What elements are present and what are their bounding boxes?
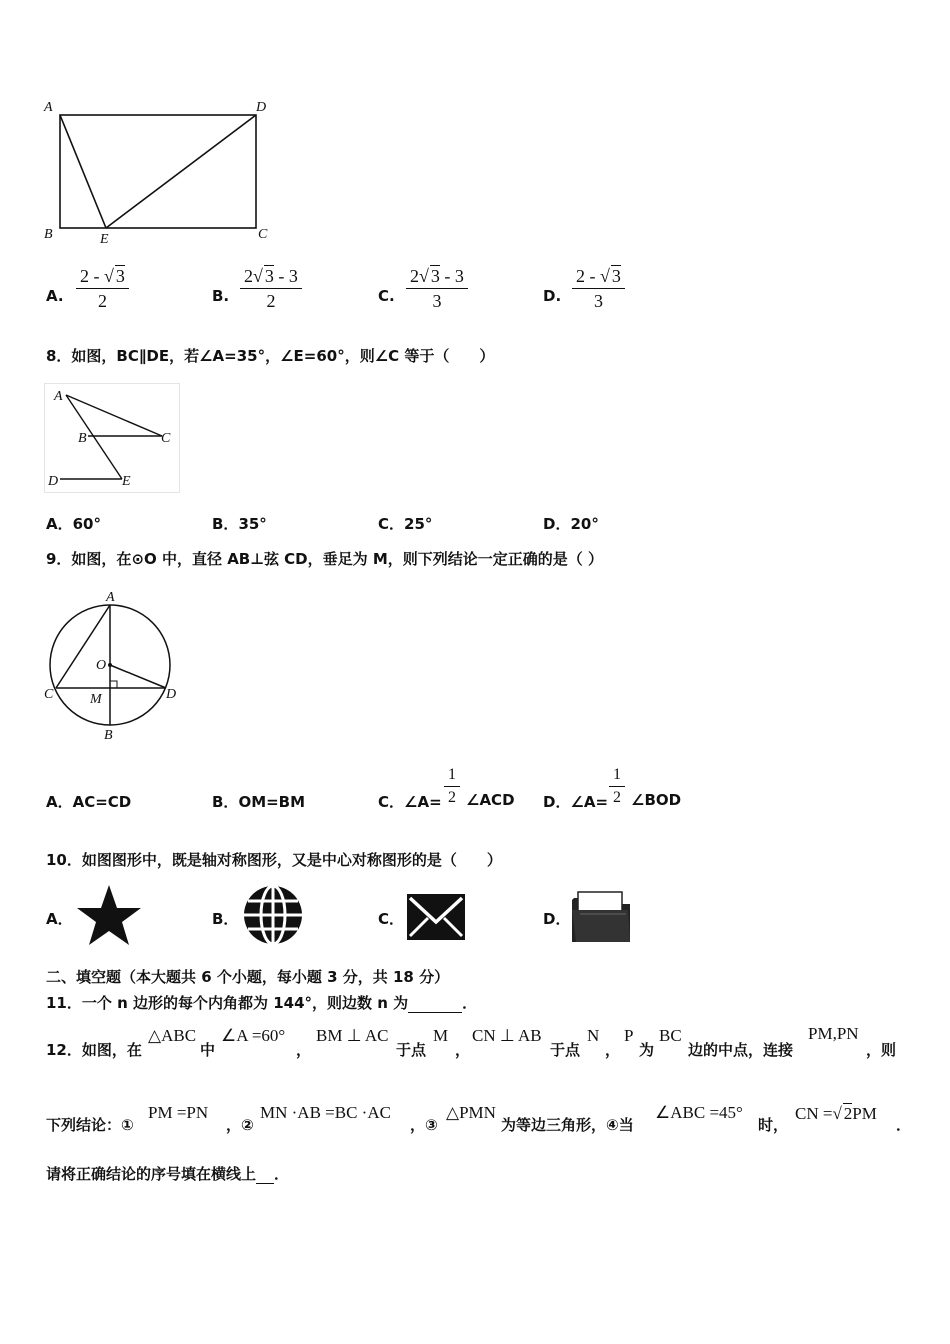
q9-label-B: B xyxy=(104,728,113,743)
q10-option-a-letter: A． xyxy=(46,910,73,928)
section-title: 二、填空题（本大题共 6 个小题，每小题 3 分，共 18 分） xyxy=(46,968,450,986)
q9-label-O: O xyxy=(96,658,107,673)
q12-math-bc: BC xyxy=(659,1026,682,1045)
q12-math-n: N xyxy=(587,1026,600,1045)
q8-option-d: D．20° xyxy=(543,515,599,533)
q8-label-B: B xyxy=(78,431,87,446)
label-B: B xyxy=(44,227,53,242)
star-icon xyxy=(74,882,144,948)
q12-math-triangle-pmn: △PMN xyxy=(446,1103,496,1122)
q12-math-cn-perp-ab: CN ⊥ AB xyxy=(472,1026,542,1045)
q9-option-d: D．∠A= xyxy=(543,793,609,811)
q8-option-b: B．35° xyxy=(212,515,267,533)
label-D: D xyxy=(256,100,267,115)
q9-label-C: C xyxy=(44,687,54,702)
folder-icon xyxy=(568,884,636,948)
q9-option-d-angle: ∠BOD xyxy=(631,791,682,809)
q10-stem: 10．如图图形中，既是轴对称图形，又是中心对称图形的是（ ） xyxy=(46,851,502,869)
q12-math-bm-perp-ac: BM ⊥ AC xyxy=(316,1026,389,1045)
q9-option-c-fraction: 1 2 xyxy=(444,766,460,807)
q7-option-b-letter: B. xyxy=(212,287,230,305)
q12-math-angle-a: ∠A =60° xyxy=(221,1026,286,1045)
globe-icon xyxy=(238,882,308,948)
q8-figure xyxy=(44,383,180,493)
q12-line3: 请将正确结论的序号填在横线上 ． xyxy=(46,1165,290,1183)
q12-math-pm-pn: PM,PN xyxy=(808,1024,859,1043)
q7-option-a-letter: A. xyxy=(46,287,64,305)
q8-label-E: E xyxy=(122,474,131,489)
q9-option-d-fraction: 1 2 xyxy=(609,766,625,807)
q10-option-b-letter: B． xyxy=(212,910,239,928)
q12-math-cn-eq: CN =√ 2PM xyxy=(795,1104,877,1123)
q9-circle-figure xyxy=(40,585,185,745)
q9-label-M: M xyxy=(90,692,102,707)
q9-option-b: B．OM=BM xyxy=(212,793,306,811)
q7-option-d-letter: D. xyxy=(543,287,562,305)
q8-label-C: C xyxy=(161,431,171,446)
q8-label-A: A xyxy=(54,389,63,404)
q7-option-c-letter: C. xyxy=(378,287,395,305)
q8-stem: 8．如图，BC∥DE，若∠A=35°，∠E=60°，则∠C 等于（ ） xyxy=(46,347,495,365)
q8-option-a: A．60° xyxy=(46,515,101,533)
q9-label-A: A xyxy=(106,590,115,605)
q9-label-D: D xyxy=(166,687,177,702)
envelope-icon xyxy=(404,886,470,946)
q7-option-c-fraction: 2√ 3 - 3 3 xyxy=(406,265,468,311)
q12-answer-blank[interactable] xyxy=(256,1165,274,1184)
q12-math-mn-ab: MN ·AB =BC ·AC xyxy=(260,1103,391,1122)
q9-option-c: C．∠A= xyxy=(378,793,442,811)
q12-math-m: M xyxy=(433,1026,449,1045)
q9-option-a: A．AC=CD xyxy=(46,793,132,811)
q8-option-c: C．25° xyxy=(378,515,433,533)
q12-math-pm-eq-pn: PM =PN xyxy=(148,1103,209,1122)
q9-stem: 9．如图，在⊙O 中，直径 AB⊥弦 CD，垂足为 M，则下列结论一定正确的是（ ） xyxy=(46,550,604,568)
q11-answer-blank[interactable] xyxy=(408,994,462,1013)
q7-option-a-fraction: 2 - √ 3 2 xyxy=(76,265,129,311)
q12-math-angle-abc: ∠ABC =45° xyxy=(655,1103,743,1122)
q11-stem: 11．一个 n 边形的每个内角都为 144°，则边数 n 为 ． xyxy=(46,994,478,1012)
q9-option-c-angle: ∠ACD xyxy=(466,791,515,809)
q12-math-triangle-abc: △ABC xyxy=(148,1026,197,1045)
label-E: E xyxy=(100,232,109,247)
q10-option-d-letter: D． xyxy=(543,910,571,928)
rectangle-figure xyxy=(40,95,280,250)
q10-option-c-letter: C． xyxy=(378,910,405,928)
q12-math-p: P xyxy=(624,1026,634,1045)
q7-option-b-fraction: 2√ 3 - 3 2 xyxy=(240,265,302,311)
label-A: A xyxy=(44,100,53,115)
q8-label-D: D xyxy=(48,474,59,489)
label-C: C xyxy=(258,227,268,242)
q7-option-d-fraction: 2 - √ 3 3 xyxy=(572,265,625,311)
